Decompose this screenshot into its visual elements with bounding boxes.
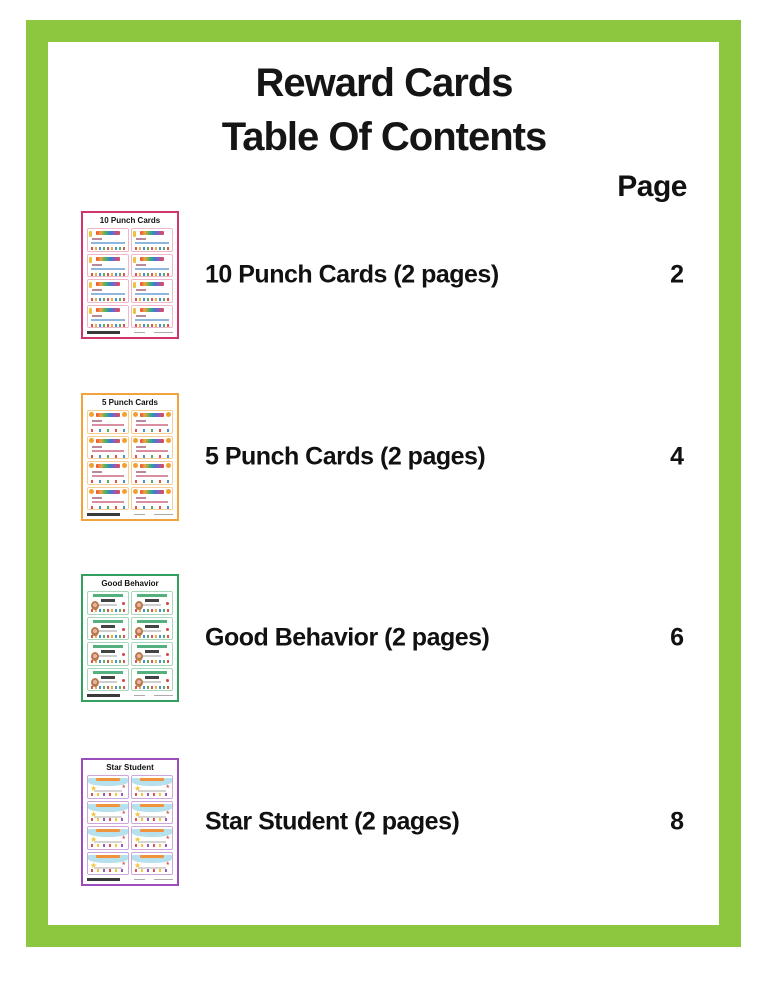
moon-icon bbox=[166, 412, 171, 417]
name-line bbox=[136, 497, 146, 499]
card-title-art bbox=[93, 620, 123, 623]
mini-card-grid bbox=[87, 228, 173, 328]
mini-card bbox=[87, 642, 129, 666]
card-title-art bbox=[140, 490, 165, 494]
name-line bbox=[92, 238, 102, 240]
mini-card bbox=[87, 279, 129, 303]
name-line bbox=[136, 289, 146, 291]
footer-text-line bbox=[154, 879, 173, 880]
dot-icon bbox=[122, 653, 125, 656]
star-icon: ★ bbox=[165, 809, 170, 816]
thumbnail-footer bbox=[87, 694, 173, 697]
text-line bbox=[101, 599, 115, 602]
mini-card bbox=[87, 852, 129, 876]
footer-bar bbox=[87, 331, 120, 334]
star-icon: ★ bbox=[134, 809, 142, 819]
punch-dots bbox=[135, 429, 169, 432]
dot-icon bbox=[166, 653, 169, 656]
pencil-icon bbox=[133, 257, 136, 263]
name-line bbox=[99, 681, 117, 683]
dot-icon bbox=[166, 602, 169, 605]
star-dots bbox=[91, 793, 125, 796]
mini-card bbox=[131, 228, 173, 252]
card-title-art bbox=[96, 829, 120, 832]
footer-bar bbox=[87, 878, 120, 881]
star-dots bbox=[91, 844, 125, 847]
moon-icon bbox=[166, 489, 171, 494]
mini-card bbox=[87, 228, 129, 252]
pencil-icon bbox=[89, 308, 92, 314]
name-line bbox=[99, 655, 117, 657]
text-line bbox=[136, 450, 168, 452]
moon-icon bbox=[133, 438, 138, 443]
monkey-icon bbox=[91, 627, 99, 636]
monkey-icon bbox=[135, 678, 143, 687]
page-column-header: Page bbox=[617, 170, 687, 203]
name-line bbox=[92, 420, 102, 422]
name-line bbox=[143, 655, 161, 657]
text-line bbox=[91, 242, 125, 244]
mini-card bbox=[87, 668, 129, 692]
punch-dots bbox=[91, 273, 125, 276]
punch-dots bbox=[135, 298, 169, 301]
pencil-icon bbox=[89, 282, 92, 288]
card-title-art bbox=[137, 671, 167, 674]
mini-card bbox=[87, 436, 129, 460]
monkey-icon bbox=[135, 601, 143, 610]
moon-icon bbox=[89, 489, 94, 494]
text-line bbox=[145, 650, 159, 653]
footer-text-line bbox=[134, 514, 144, 515]
name-line bbox=[136, 446, 146, 448]
mini-card bbox=[87, 826, 129, 850]
toc-entry-page-number: 2 bbox=[670, 260, 684, 289]
footer-text-line bbox=[154, 514, 173, 515]
star-icon: ★ bbox=[90, 860, 98, 870]
punch-dots bbox=[91, 247, 125, 250]
card-title-art bbox=[140, 439, 165, 443]
card-title-art bbox=[137, 594, 167, 597]
footer-bar bbox=[87, 694, 120, 697]
moon-icon bbox=[122, 438, 127, 443]
star-dots bbox=[135, 818, 169, 821]
dot-icon bbox=[122, 679, 125, 682]
card-title-art bbox=[96, 464, 121, 468]
thumbnail-title: 10 Punch Cards bbox=[99, 216, 161, 225]
toc-entry-page-number: 6 bbox=[670, 623, 684, 652]
dot-icon bbox=[166, 679, 169, 682]
text-line bbox=[101, 625, 115, 628]
card-title-art bbox=[96, 439, 121, 443]
punch-dots bbox=[91, 324, 125, 327]
thumbnail-title: Good Behavior bbox=[101, 579, 159, 588]
mini-card bbox=[87, 591, 129, 615]
moon-icon bbox=[89, 463, 94, 468]
moon-icon bbox=[122, 463, 127, 468]
card-title-art bbox=[140, 778, 164, 781]
star-icon: ★ bbox=[121, 835, 126, 841]
text-line bbox=[91, 293, 125, 295]
toc-row bbox=[0, 211, 768, 339]
mini-card bbox=[131, 801, 173, 825]
name-line bbox=[143, 604, 161, 606]
punch-dots bbox=[135, 273, 169, 276]
name-line bbox=[92, 497, 102, 499]
text-line bbox=[145, 625, 159, 628]
thumbnail-preview bbox=[81, 211, 179, 339]
name-line bbox=[136, 471, 146, 473]
punch-dots bbox=[135, 455, 169, 458]
pencil-icon bbox=[89, 231, 92, 237]
footer-text-line bbox=[134, 695, 144, 696]
toc-entry-label: 10 Punch Cards (2 pages) bbox=[205, 260, 499, 289]
mini-card bbox=[131, 775, 173, 799]
name-line bbox=[136, 420, 146, 422]
mini-card bbox=[131, 826, 173, 850]
card-title-art bbox=[93, 645, 123, 648]
footer-text-line bbox=[154, 332, 173, 333]
moon-icon bbox=[133, 463, 138, 468]
card-title-art bbox=[140, 413, 165, 417]
thumbnail-title: Star Student bbox=[106, 763, 154, 772]
monkey-icon bbox=[91, 678, 99, 687]
name-line bbox=[99, 604, 117, 606]
mini-card bbox=[87, 461, 129, 485]
text-line bbox=[92, 501, 124, 503]
monkey-icon bbox=[135, 627, 143, 636]
text-line bbox=[136, 501, 168, 503]
thumbnail-footer bbox=[87, 878, 173, 881]
card-title-art bbox=[140, 231, 165, 235]
mini-card bbox=[131, 254, 173, 278]
text-line bbox=[136, 475, 168, 477]
moon-icon bbox=[133, 489, 138, 494]
card-title-art bbox=[96, 855, 120, 858]
mini-card bbox=[87, 775, 129, 799]
card-title-art bbox=[96, 778, 120, 781]
name-line bbox=[136, 315, 146, 317]
toc-entry-page-number: 8 bbox=[670, 807, 684, 836]
mini-card bbox=[87, 254, 129, 278]
card-title-art bbox=[96, 804, 120, 807]
footer-text-line bbox=[154, 695, 173, 696]
card-title-art bbox=[140, 257, 165, 261]
name-line bbox=[92, 446, 102, 448]
mini-card bbox=[87, 801, 129, 825]
thumbnail-preview bbox=[81, 574, 179, 702]
footer-text-line bbox=[134, 879, 144, 880]
star-icon: ★ bbox=[121, 860, 126, 867]
moon-icon bbox=[122, 489, 127, 494]
punch-dots bbox=[91, 298, 125, 301]
punch-dots bbox=[135, 324, 169, 327]
text-line bbox=[92, 475, 124, 477]
moon-icon bbox=[166, 463, 171, 468]
punch-dots bbox=[135, 506, 169, 509]
card-title-art bbox=[96, 257, 121, 261]
mini-card bbox=[131, 436, 173, 460]
name-line bbox=[92, 289, 102, 291]
mini-card bbox=[131, 279, 173, 303]
text-line bbox=[136, 424, 168, 426]
card-title-art bbox=[140, 804, 164, 807]
document-title bbox=[0, 56, 768, 164]
card-title-art bbox=[140, 308, 165, 312]
mini-card bbox=[131, 852, 173, 876]
card-title-art bbox=[137, 620, 167, 623]
mini-card-grid bbox=[87, 775, 173, 875]
mini-card bbox=[131, 617, 173, 641]
text-line bbox=[135, 242, 169, 244]
mini-card-grid bbox=[87, 591, 173, 691]
star-icon: ★ bbox=[165, 784, 170, 790]
text-line bbox=[91, 319, 125, 321]
thumbnail-preview bbox=[81, 393, 179, 521]
toc-entry-page-number: 4 bbox=[670, 442, 684, 471]
star-icon: ★ bbox=[165, 835, 170, 841]
text-line bbox=[135, 293, 169, 295]
name-line bbox=[136, 264, 146, 266]
name-line bbox=[92, 264, 102, 266]
card-title-art bbox=[140, 829, 164, 832]
text-line bbox=[92, 424, 124, 426]
card-title-art bbox=[137, 645, 167, 648]
star-dots bbox=[91, 869, 125, 872]
toc-entry-label: Good Behavior (2 pages) bbox=[205, 623, 490, 652]
card-title-art bbox=[140, 464, 165, 468]
card-title-art bbox=[93, 671, 123, 674]
mini-card bbox=[131, 487, 173, 511]
star-icon: ★ bbox=[90, 784, 98, 793]
pencil-icon bbox=[133, 282, 136, 288]
punch-dots bbox=[91, 455, 125, 458]
mini-card bbox=[131, 642, 173, 666]
pencil-icon bbox=[89, 257, 92, 263]
toc-row bbox=[0, 393, 768, 521]
star-icon: ★ bbox=[165, 860, 170, 867]
moon-icon bbox=[122, 412, 127, 417]
star-icon: ★ bbox=[121, 784, 126, 790]
card-title-art bbox=[96, 490, 121, 494]
mini-card bbox=[87, 617, 129, 641]
dot-icon bbox=[122, 628, 125, 631]
text-line bbox=[135, 319, 169, 321]
pencil-icon bbox=[133, 308, 136, 314]
star-icon: ★ bbox=[134, 860, 142, 870]
star-dots bbox=[135, 869, 169, 872]
text-line bbox=[91, 268, 125, 270]
name-line bbox=[99, 630, 117, 632]
monkey-icon bbox=[91, 652, 99, 661]
punch-dots bbox=[91, 480, 125, 483]
star-icon: ★ bbox=[90, 809, 98, 819]
moon-icon bbox=[89, 438, 94, 443]
pencil-icon bbox=[133, 231, 136, 237]
punch-dots bbox=[135, 480, 169, 483]
name-line bbox=[143, 681, 161, 683]
mini-card bbox=[131, 591, 173, 615]
dot-icon bbox=[166, 628, 169, 631]
mini-card bbox=[87, 410, 129, 434]
punch-dots bbox=[91, 506, 125, 509]
moon-icon bbox=[89, 412, 94, 417]
text-line bbox=[135, 268, 169, 270]
name-line bbox=[136, 238, 146, 240]
mini-card bbox=[131, 461, 173, 485]
thumbnail-footer bbox=[87, 513, 173, 516]
mini-card bbox=[131, 410, 173, 434]
text-line bbox=[92, 450, 124, 452]
star-icon: ★ bbox=[134, 784, 142, 793]
star-dots bbox=[135, 793, 169, 796]
moon-icon bbox=[166, 438, 171, 443]
card-title-art bbox=[96, 231, 121, 235]
name-line bbox=[92, 471, 102, 473]
card-title-art bbox=[96, 282, 121, 286]
thumbnail-footer bbox=[87, 331, 173, 334]
text-line bbox=[101, 676, 115, 679]
mini-card-grid bbox=[87, 410, 173, 510]
punch-dots bbox=[135, 247, 169, 250]
star-icon: ★ bbox=[121, 809, 126, 816]
toc-entry-label: Star Student (2 pages) bbox=[205, 807, 460, 836]
title-line-1: Reward Cards bbox=[255, 61, 513, 105]
title-line-2: Table Of Contents bbox=[221, 115, 547, 159]
card-title-art bbox=[96, 413, 121, 417]
mini-card bbox=[87, 487, 129, 511]
text-line bbox=[145, 599, 159, 602]
footer-bar bbox=[87, 513, 120, 516]
toc-entry-label: 5 Punch Cards (2 pages) bbox=[205, 442, 486, 471]
punch-dots bbox=[91, 429, 125, 432]
text-line bbox=[101, 650, 115, 653]
card-title-art bbox=[96, 308, 121, 312]
card-title-art bbox=[140, 282, 165, 286]
footer-text-line bbox=[134, 332, 144, 333]
monkey-icon bbox=[91, 601, 99, 610]
card-title-art bbox=[93, 594, 123, 597]
monkey-icon bbox=[135, 652, 143, 661]
thumbnail-title: 5 Punch Cards bbox=[101, 398, 158, 407]
toc-row bbox=[0, 574, 768, 702]
mini-card bbox=[87, 305, 129, 329]
star-icon: ★ bbox=[90, 835, 98, 844]
dot-icon bbox=[122, 602, 125, 605]
thumbnail-preview bbox=[81, 758, 179, 886]
name-line bbox=[143, 630, 161, 632]
moon-icon bbox=[133, 412, 138, 417]
mini-card bbox=[131, 305, 173, 329]
mini-card bbox=[131, 668, 173, 692]
star-dots bbox=[91, 818, 125, 821]
star-icon: ★ bbox=[134, 835, 142, 844]
star-dots bbox=[135, 844, 169, 847]
name-line bbox=[92, 315, 102, 317]
toc-row bbox=[0, 758, 768, 886]
card-title-art bbox=[140, 855, 164, 858]
text-line bbox=[145, 676, 159, 679]
